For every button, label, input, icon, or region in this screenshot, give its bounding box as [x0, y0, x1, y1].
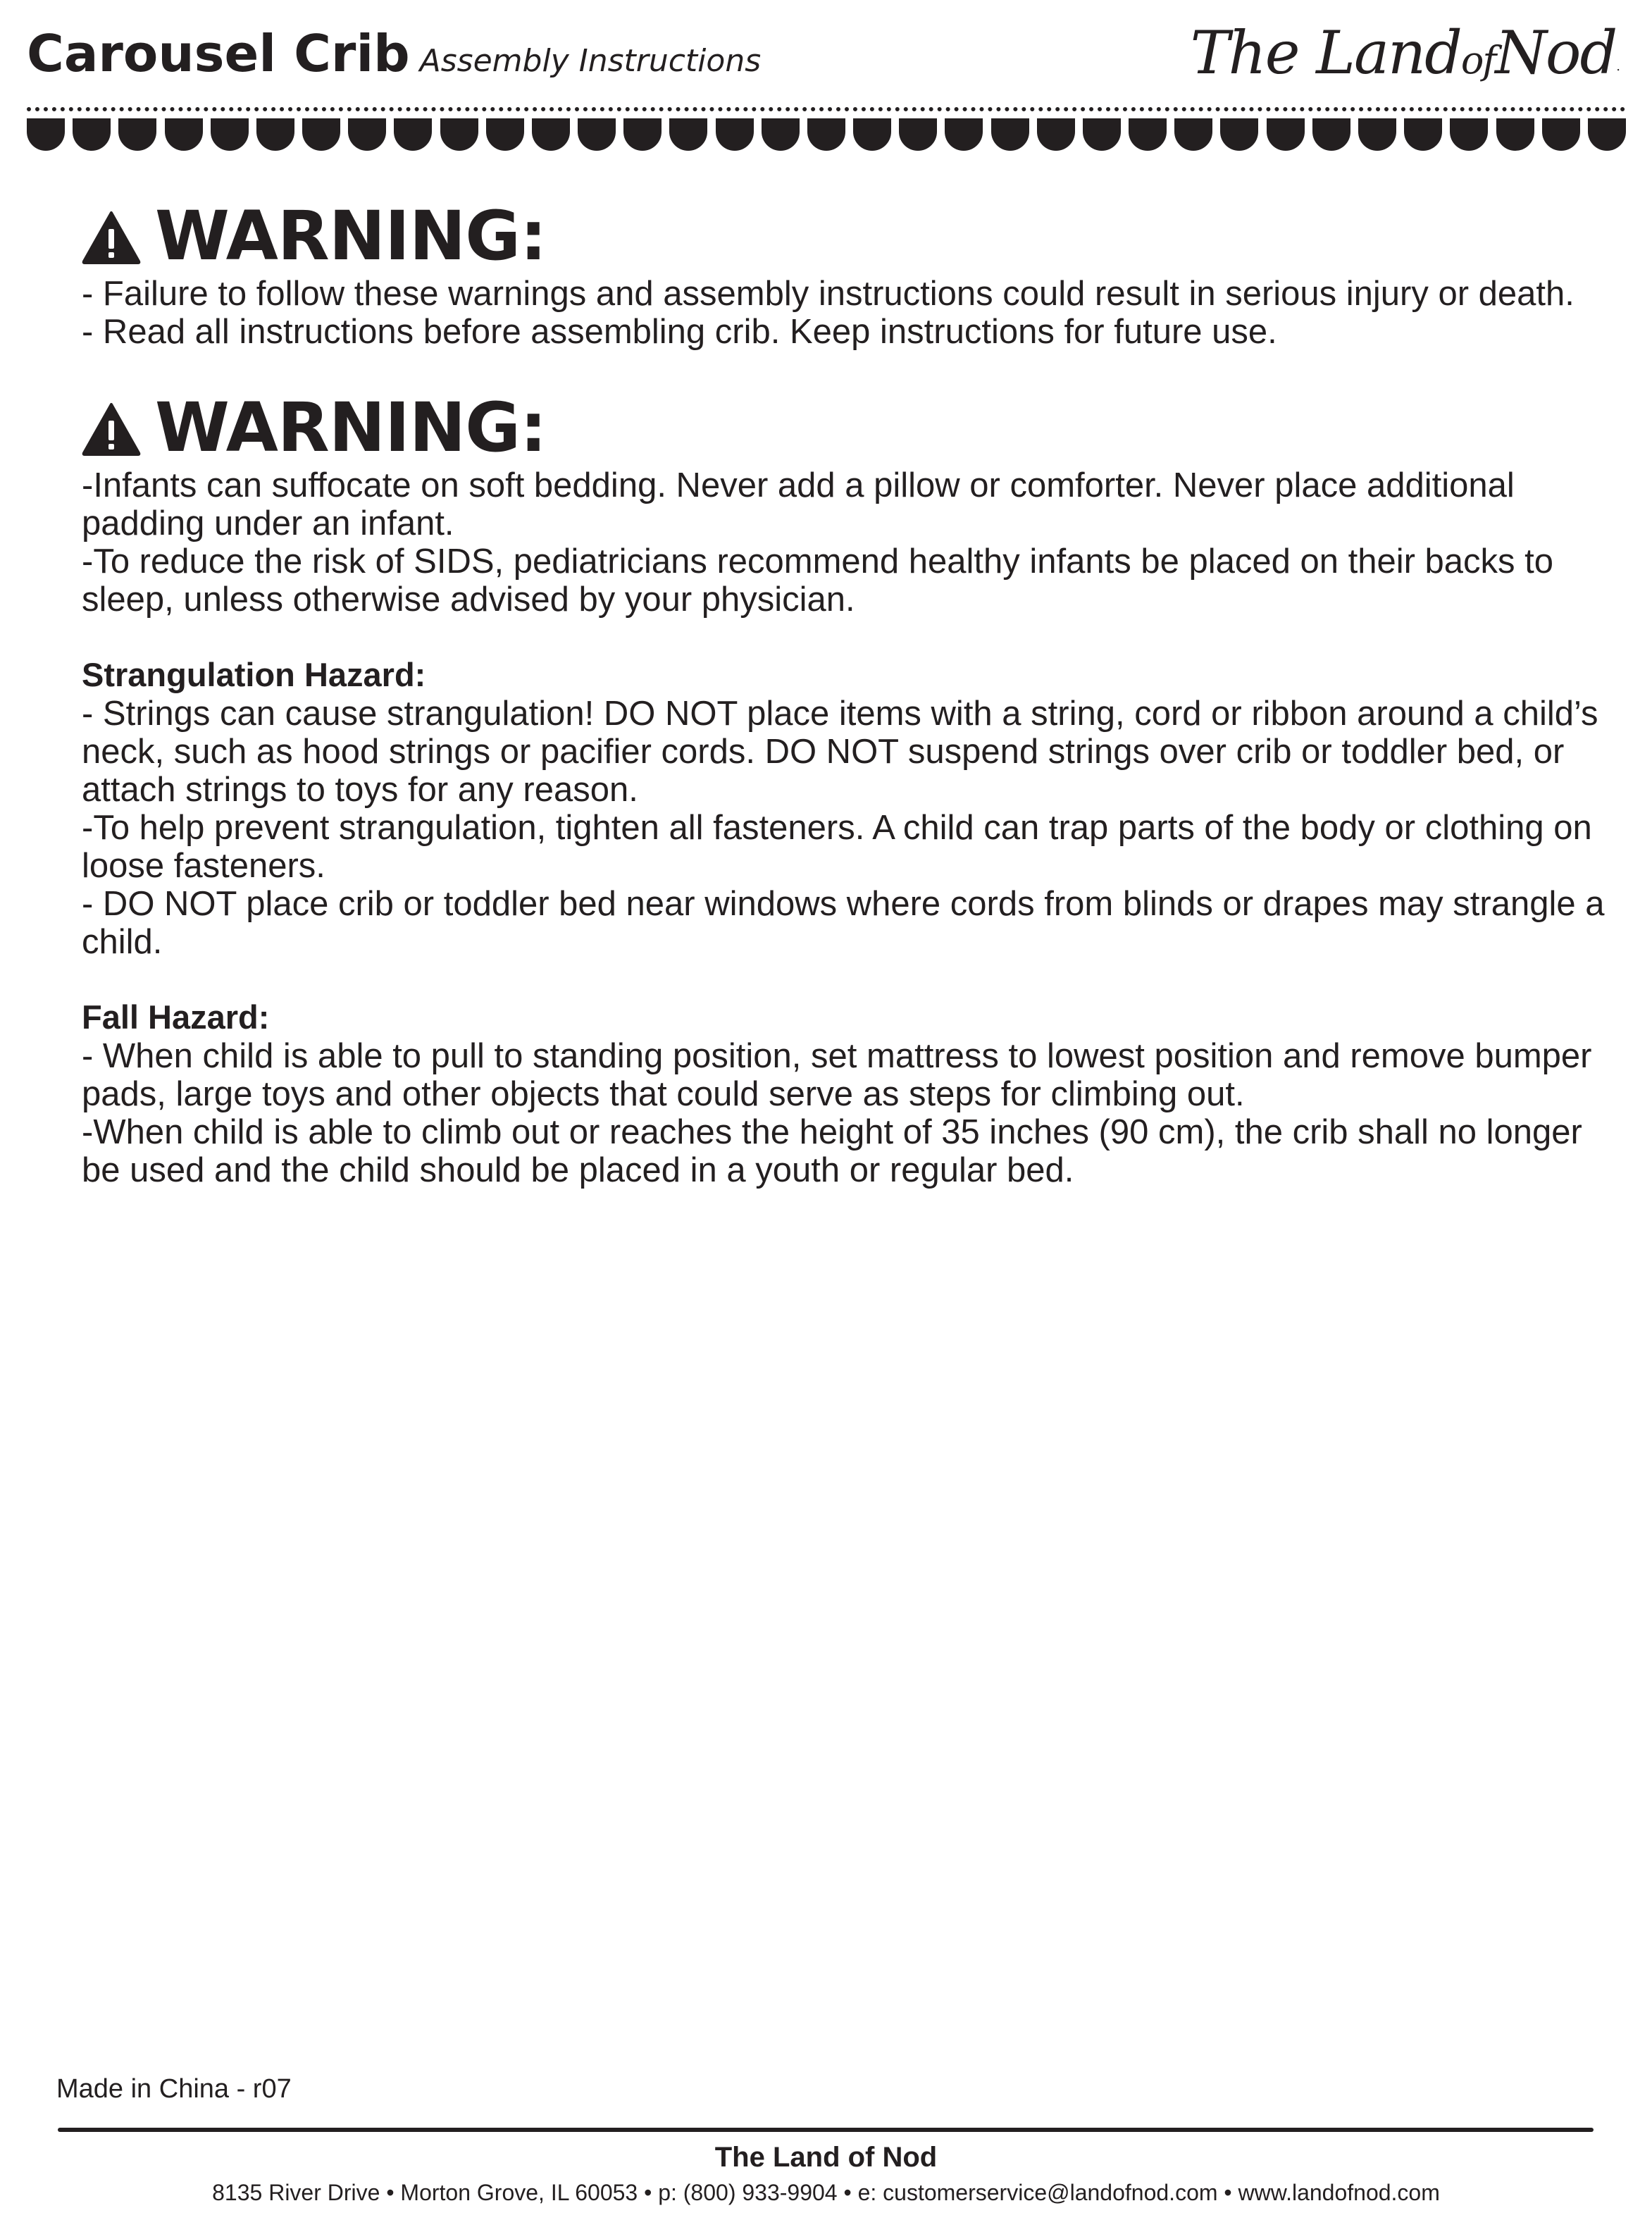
warning-title: WARNING:: [155, 388, 547, 467]
product-name: Carousel Crib: [27, 24, 410, 83]
hazard-line: -To help prevent strangulation, tighten all fasteners. A child can trap parts of the body or clothing on loose fasteners.: [82, 809, 1592, 885]
hazard-line: - When child is able to pull to standing position, set mattress to lowest position and remove bumper pads, large toys and other objects that could serve as steps for climbing out.: [82, 1037, 1592, 1113]
section-heading: Fall Hazard:: [82, 998, 270, 1036]
hazard-line: -When child is able to climb out or reaches the height of 35 inches (90 cm), the crib shall no longer be used and the child should be placed in a youth or regular bed.: [82, 1113, 1582, 1189]
scallop-border: [27, 118, 1626, 154]
warning-line: -Infants can suffocate on soft bedding. Never add a pillow or comforter. Never place additional padding under an infant.: [82, 466, 1515, 542]
footer-contact-info: 8135 River Drive • Morton Grove, IL 60053 • p: (800) 933-9904 • e: customerservice@landofnod.com • www.landofnod.com: [212, 2180, 1440, 2205]
warning-triangle-icon: [82, 402, 141, 456]
warning-block-1: [82, 199, 1617, 351]
footer-divider: [58, 2128, 1594, 2132]
warning-header: [82, 390, 1617, 465]
strangulation-hazard-section: [82, 655, 1617, 961]
brand-logo: The LandofNod.: [1190, 18, 1619, 87]
page-header: [27, 18, 1626, 89]
hazard-line: - DO NOT place crib or toddler bed near windows where cords from blinds or drapes may strangle a child.: [82, 885, 1605, 961]
instructions-body: [82, 199, 1617, 1189]
footer-company-name: The Land of Nod: [714, 2142, 938, 2173]
dotted-divider: [27, 107, 1626, 111]
warning-line: - Read all instructions before assembling crib. Keep instructions for future use.: [82, 313, 1277, 351]
made-in-label: Made in China - r07: [56, 2074, 292, 2104]
document-title: [27, 24, 761, 83]
warning-header: [82, 199, 1617, 273]
section-heading: Strangulation Hazard:: [82, 656, 426, 693]
warning-title: WARNING:: [155, 197, 547, 275]
hazard-line: - Strings can cause strangulation! DO NOT place items with a string, cord or ribbon around a child’s neck, such as hood strings or pacifier cords. DO NOT suspend strings over crib or toddler bed, or attach strings to toys for any reason.: [82, 695, 1598, 809]
warning-line: - Failure to follow these warnings and assembly instructions could result in serious injury or death.: [82, 275, 1575, 313]
warning-triangle-icon: [82, 211, 141, 264]
fall-hazard-section: [82, 998, 1617, 1189]
warning-block-2: [82, 390, 1617, 619]
warning-line: -To reduce the risk of SIDS, pediatricians recommend healthy infants be placed on their backs to sleep, unless otherwise advised by your physician.: [82, 542, 1554, 619]
document-subtitle: Assembly Instructions: [419, 43, 762, 79]
